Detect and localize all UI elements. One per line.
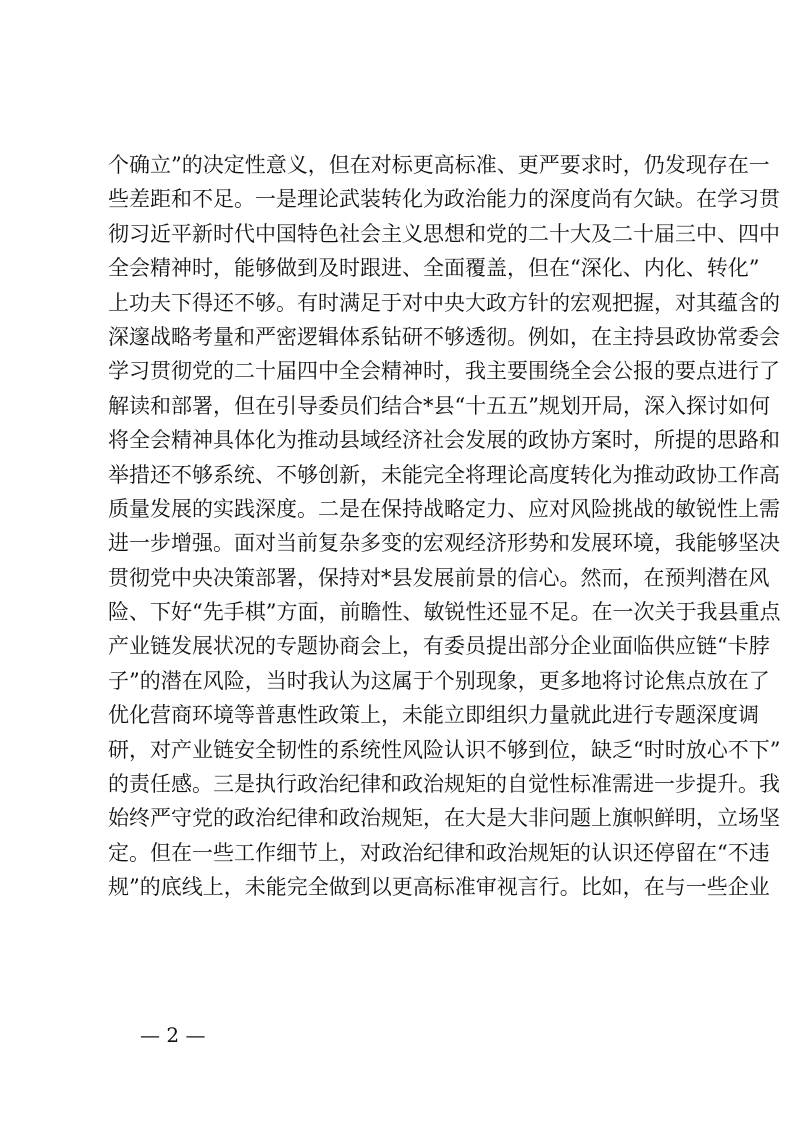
text-line: 质量发展的实践深度。二是在保持战略定力、应对风险挑战的敏锐性上需: [108, 496, 780, 521]
text-line: 贯彻党中央决策部署，保持对*县发展前景的信心。然而，在预判潜在风: [108, 565, 770, 590]
text-line: 些差距和不足。一是理论武装转化为政治能力的深度尚有欠缺。在学习贯: [108, 187, 780, 212]
text-line: 险、下好“先手棋”方面，前瞻性、敏锐性还显不足。在一次关于我县重点: [108, 600, 781, 625]
text-line: 深邃战略考量和严密逻辑体系钻研不够透彻。例如，在主持县政协常委会: [108, 324, 780, 349]
text-line: 研，对产业链安全韧性的系统性风险认识不够到位，缺乏“时时放心不下”: [108, 737, 781, 762]
text-line: 的责任感。三是执行政治纪律和政治规矩的自觉性标准需进一步提升。我: [108, 772, 780, 797]
text-line: 个确立”的决定性意义，但在对标更高标准、更严要求时，仍发现存在一: [108, 153, 770, 177]
page-number: — 2 —: [140, 1023, 206, 1047]
text-line: 进一步增强。面对当前复杂多变的宏观经济形势和发展环境，我能够坚决: [108, 531, 780, 556]
text-line: 彻习近平新时代中国特色社会主义思想和党的二十大及二十届三中、四中: [108, 221, 780, 246]
text-line: 规”的底线上，未能完全做到以更高标准审视言行。比如，在与一些企业: [108, 875, 770, 900]
text-line: 产业链发展状况的专题协商会上，有委员提出部分企业面临供应链“卡脖: [108, 634, 770, 659]
text-line: 定。但在一些工作细节上，对政治纪律和政治规矩的认识还停留在“不违: [108, 840, 770, 865]
text-line: 上功夫下得还不够。有时满足于对中央大政方针的宏观把握，对其蕴含的: [108, 290, 780, 315]
text-line: 学习贯彻党的二十届四中全会精神时，我主要围绕全会公报的要点进行了: [108, 359, 780, 384]
text-line: 子”的潜在风险，当时我认为这属于个别现象，更多地将讨论焦点放在了: [108, 668, 770, 693]
text-line: 全会精神时，能够做到及时跟进、全面覆盖，但在“深化、内化、转化”: [108, 256, 760, 281]
text-line: 始终严守党的政治纪律和政治规矩，在大是大非问题上旗帜鲜明，立场坚: [108, 806, 780, 831]
text-line: 解读和部署，但在引导委员们结合*县“十五五”规划开局，深入探讨如何: [108, 393, 770, 418]
text-line: 将全会精神具体化为推动县域经济社会发展的政协方案时，所提的思路和: [108, 428, 780, 453]
body-text: [108, 148, 781, 905]
text-line: 优化营商环境等普惠性政策上，未能立即组织力量就此进行专题深度调: [108, 703, 759, 728]
text-line: 举措还不够系统、不够创新，未能完全将理论高度转化为推动政协工作高: [108, 462, 780, 487]
